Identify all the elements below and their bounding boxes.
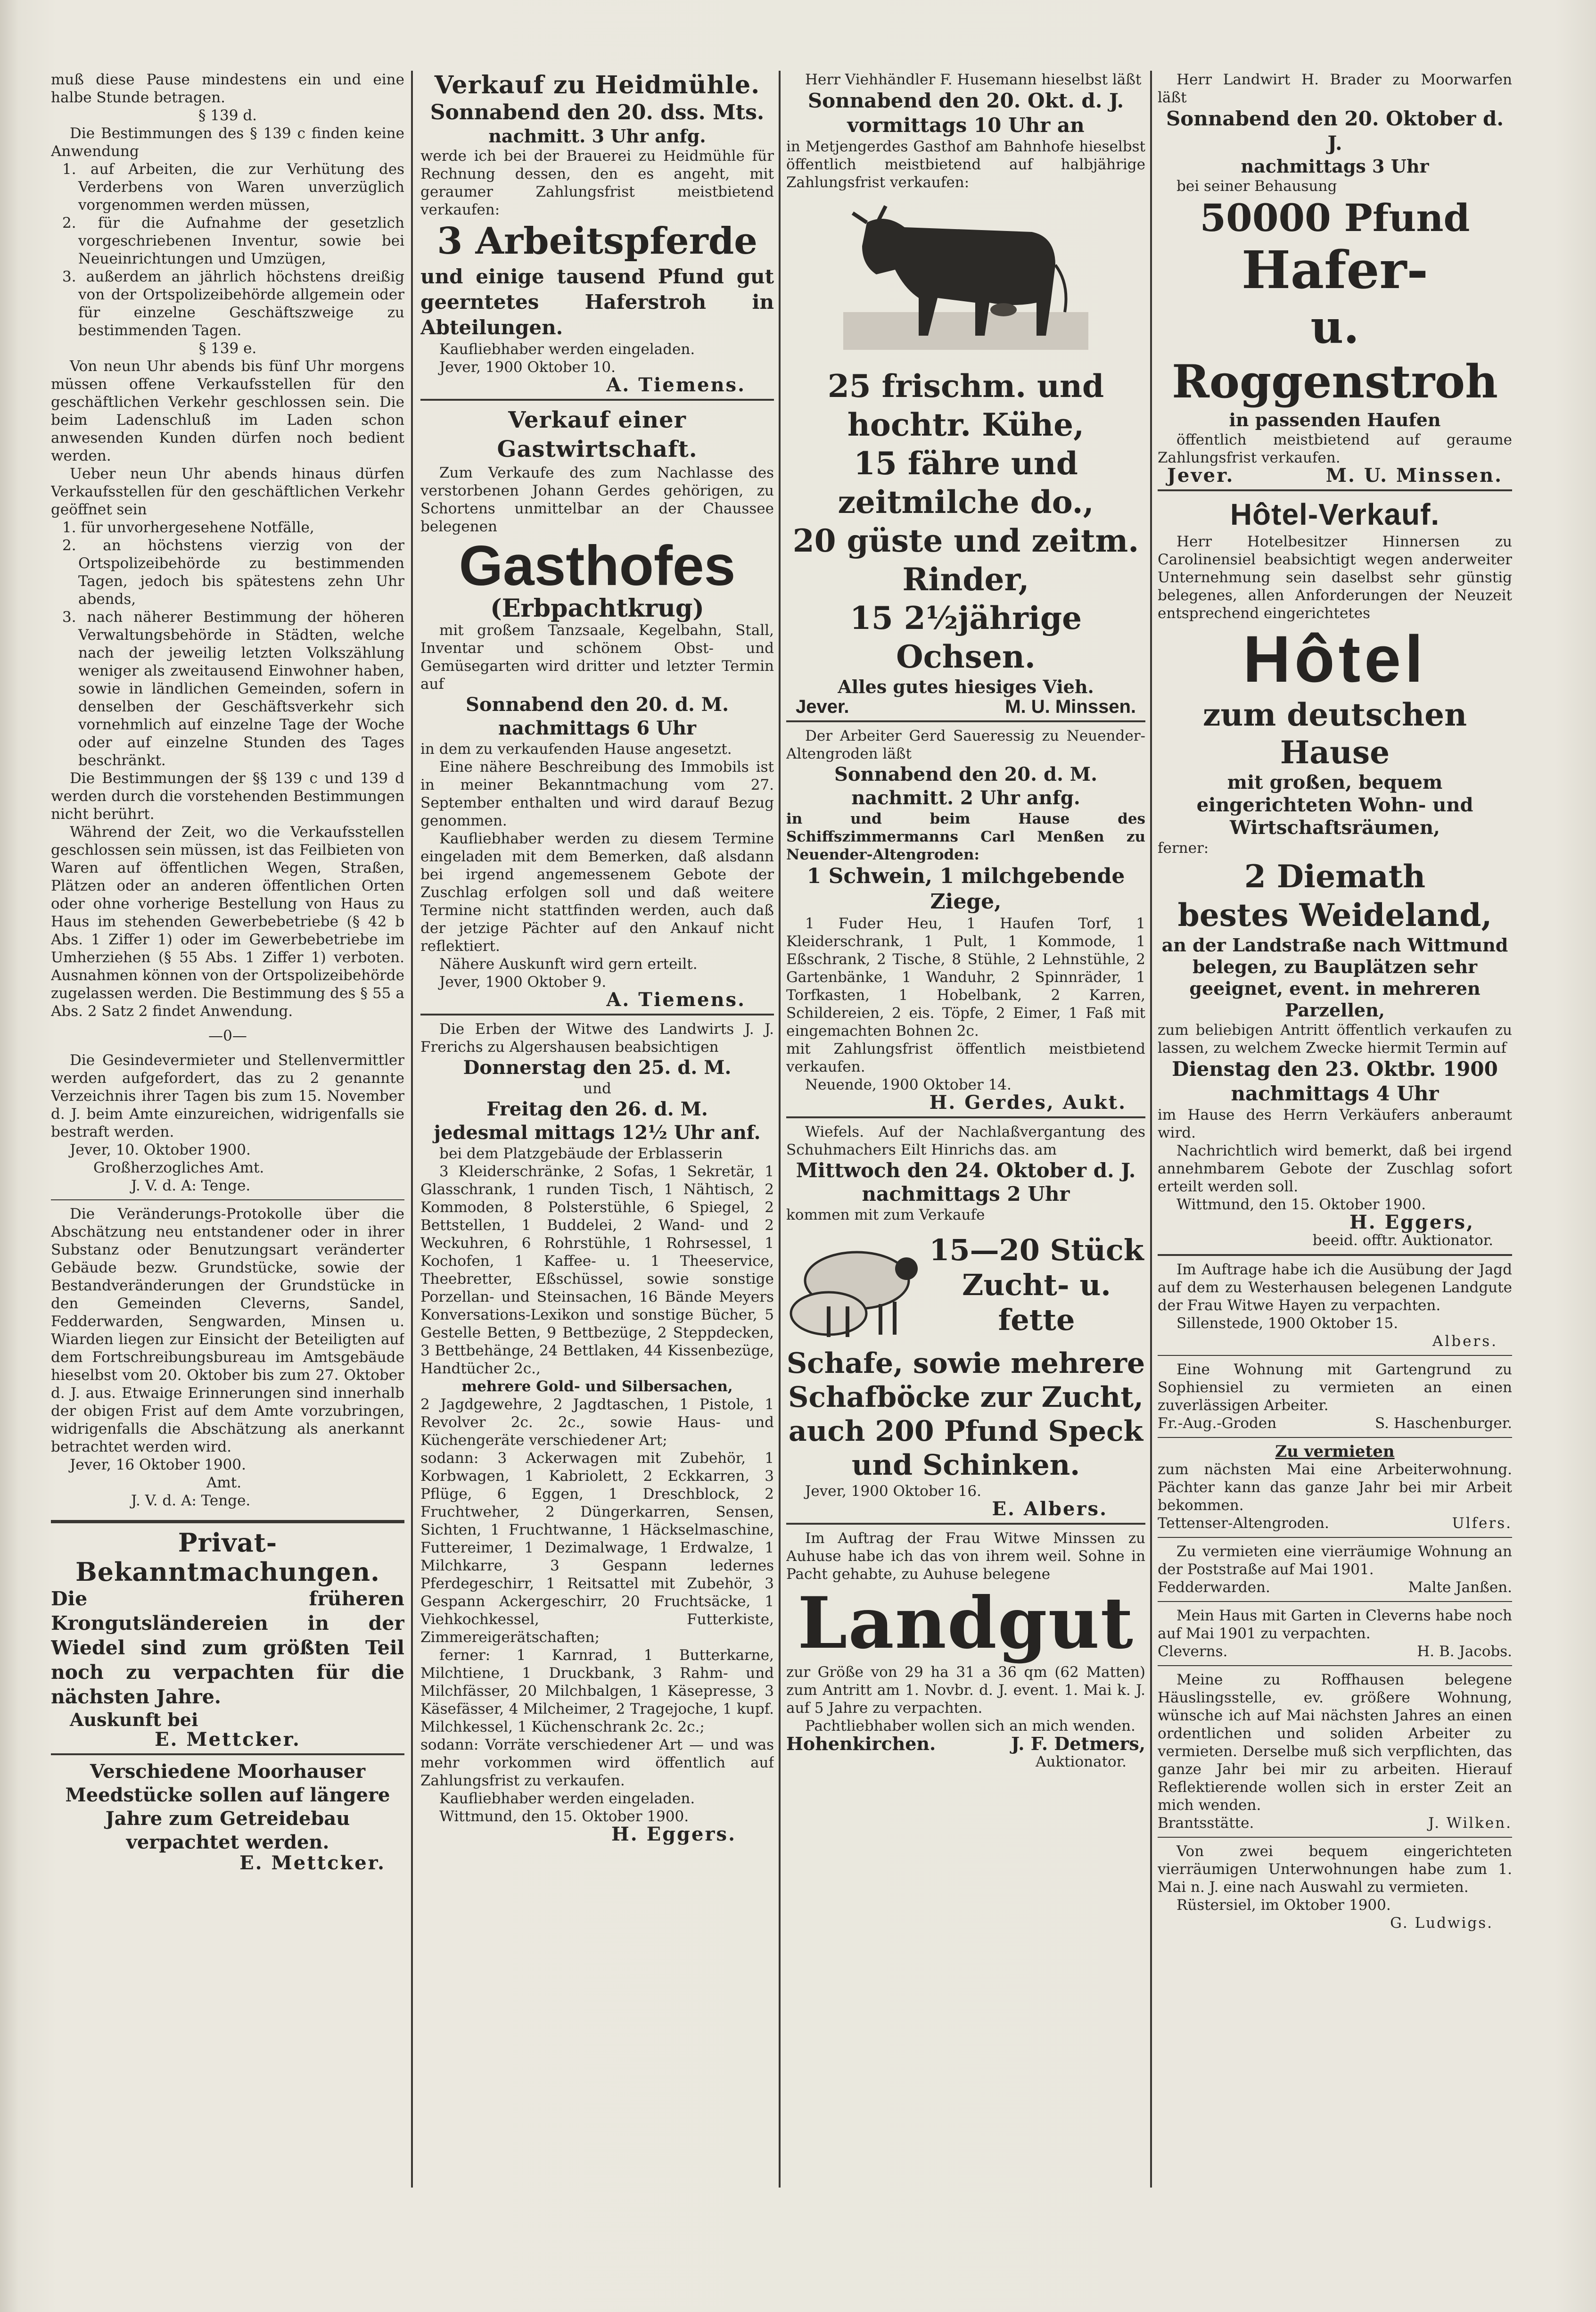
item-list: sodann: 3 Ackerwagen mit Zubehör, 1 Korbwagen, 1 Kabriolett, 2 Eckkarren, 3 Pflüge, 6 Eggen, 1 Dreschblock, 2 Fruchtweher, 2 Düngerkarren, Sensen, Sichten, 1 Fruchtwanne, 1 Häckselmaschine, Futtereimer, 1 Dezimalwage, 1 Erdwalze, 1 Milchkarre, 3 Gespann ledernes Pferdegeschirr, 1 Reitsattel mit Zubehör, 3 Gespann Ackergeschirr, 20 Fruchtsäcke, 1 Viehkochkessel, Futterkiste, Zimmereigerätschaften; xyxy=(420,1450,774,1646)
sheep-block xyxy=(786,1224,1145,1346)
place-name: Fedderwarden. xyxy=(1158,1579,1270,1596)
paragraph: Während der Zeit, wo die Verkaufsstellen geschlossen sein müssen, ist das Feilbieten von Waren auf öffentlichen Wegen, Straßen, Plätzen oder an anderen öffentlichen Orten oder ohne vorherige Bestellung von Haus zu Haus im stehenden Gewerbebetriebe (§ 42 b Abs. 1 Ziffer 1) oder im Gewerbebetriebe im Umherziehen (§ 55 Abs. 1 Ziffer 1) verboten. Ausnahmen können von der Ortspolizeibehörde zugelassen werden. Die Bestimmung des § 55 a Abs. 2 Satz 2 findet Anwendung. xyxy=(51,824,404,1020)
advert-headline: zum deutschen Hause xyxy=(1202,696,1467,771)
paragraph: Ueber neun Uhr abends hinaus dürfen Verkaufsstellen für den geschäftlichen Verkehr geöffnet sein xyxy=(51,465,404,518)
advert-headline: auch 200 Pfund Speck und Schinken. xyxy=(788,1415,1144,1482)
column-real-estate xyxy=(1158,71,1512,2192)
advertiser-name: J. F. Detmers, xyxy=(1011,1733,1145,1754)
paragraph: Kaufliebhaber werden eingeladen. xyxy=(439,341,695,358)
advert-headline: bestes Weideland, xyxy=(1177,897,1492,933)
paragraph: Von neun Uhr abends bis fünf Uhr morgens müssen offene Verkaufsstellen für den geschäftlichen Verkehr geschlossen sein. Die beim Ladenschluß im Laden schon anwesenden Kunden dürfen noch bedient werden. xyxy=(51,358,404,464)
signature-row xyxy=(1158,1643,1512,1660)
signature-row xyxy=(1158,1814,1512,1832)
signature-row xyxy=(1158,1514,1512,1532)
divider xyxy=(51,1199,404,1200)
divider xyxy=(1158,1254,1512,1256)
advert-text: Auskunft bei xyxy=(70,1709,198,1730)
paragraph: Wiefels. Auf der Nachlaßvergantung des Schuhmachers Eilt Hinrichs das. am xyxy=(786,1123,1145,1158)
list-item: 3. außerdem an jährlich höchstens dreißig von der Ortspolizeibehörde allgemein oder für einzelne Geschäftszweige zu bestimmenden Tagen. xyxy=(62,268,404,339)
auction-time: nachmittags 4 Uhr xyxy=(1231,1082,1439,1105)
advert-headline: 2 Diemath xyxy=(1244,858,1426,895)
paragraph: öffentlich meistbietend auf geraume Zahlungsfrist verkaufen. xyxy=(1158,431,1512,466)
list-item: 2. für die Aufnahme der gesetzlich vorgeschriebenen Inventur, sowie bei Neueinrichtungen und Umzügen, xyxy=(62,215,404,267)
advert-headline: 50000 Pfund xyxy=(1200,196,1470,240)
advert-subheadline: in passenden Haufen xyxy=(1229,409,1441,430)
dateline: Wittmund, den 15. Oktober 1900. xyxy=(1176,1196,1426,1213)
divider xyxy=(1158,489,1512,491)
advert-headline: 3 Arbeitspferde xyxy=(437,220,757,263)
dateline: Wittmund, den 15. Oktober 1900. xyxy=(439,1808,689,1825)
paragraph: Von zwei bequem eingerichteten vierräumigen Unterwohnungen habe zum 1. Mai n. J. eine nach Auswahl zu vermieten. xyxy=(1158,1843,1512,1896)
auction-date: Sonnabend den 20. dss. Mts. xyxy=(430,100,765,124)
item-list: ferner: 1 Karnrad, 1 Butterkarne, Milchtiene, 1 Druckbank, 3 Rahm- und Milchfässer, 20 Milchbalgen, 1 Käsepresse, 3 Käsefässer, 4 Milcheimer, 2 Tragejoche, 1 kupf. Milchkessel, 1 Küchenschrank 2c. 2c.; xyxy=(420,1647,774,1735)
paragraph: Eine Wohnung mit Gartengrund zu Sophiensiel zu vermieten an einen zuverlässigen Arbeiter. xyxy=(1158,1361,1512,1414)
column-livestock xyxy=(786,71,1145,2192)
paragraph: Kaufliebhaber werden eingeladen. xyxy=(439,1790,695,1807)
auction-date: Sonnabend den 20. Okt. d. J. xyxy=(807,89,1124,112)
paragraph: sodann: Vorräte verschiedener Art — und was mehr vorkommen wird öffentlich auf Zahlungsfrist zu verkaufen. xyxy=(420,1736,774,1789)
divider xyxy=(420,1014,774,1016)
authority: Großherzogliches Amt. xyxy=(93,1159,264,1176)
auction-date: Sonnabend den 20. d. M. xyxy=(834,763,1097,785)
dateline: Jever, 10. Oktober 1900. xyxy=(70,1141,251,1158)
advertiser-name: S. Haschenburger. xyxy=(1375,1415,1512,1432)
paragraph: mit Zahlungsfrist öffentlich meistbietend verkaufen. xyxy=(786,1040,1145,1075)
divider xyxy=(1158,1355,1512,1356)
advertiser-name: Malte Janßen. xyxy=(1408,1579,1512,1596)
paragraph: Die Veränderungs-Protokolle über die Abschätzung neu entstandener oder in ihrer Substanz oder Benutzungsart veränderter Gebäude bezw. Grundstücke, sowie der Bestandveränderungen der Grundstücke in den Gemeinden Cleverns, Sandel, Fedderwarden, Sengwarden, Minsen u. Wiarden liegen zur Einsicht der Beteiligten auf dem Fortschreibungsbureau im Amtsgebäude hieselbst vom 20. Oktober bis zum 27. Oktober d. J. aus. Etwaige Erinnerungen sind innerhalb der obigen Frist auf dem Amte vorzubringen, widrigenfalls die Abschätzung als anerkannt betrachtet werden wird. xyxy=(51,1206,404,1455)
advert-heading: Zu vermieten xyxy=(1275,1442,1395,1461)
divider xyxy=(1158,1601,1512,1602)
advert-headline: 20 güste und zeitm. Rinder, xyxy=(792,522,1139,598)
place-name: Fr.-Aug.-Groden xyxy=(1158,1415,1277,1432)
paragraph: mit großem Tanzsaale, Kegelbahn, Stall, Inventar und schönem Obst- und Gemüsegarten wird dritter und letzter Termin auf xyxy=(420,622,774,693)
paragraph: Eine nähere Beschreibung des Immobils ist in meiner Bekanntmachung vom 27. September enthalten und wird darauf Bezug genommen. xyxy=(420,759,774,829)
advertiser-name: G. Ludwigs. xyxy=(1390,1915,1493,1932)
auction-time: vormittags 10 Uhr an xyxy=(847,114,1085,137)
auction-date: Mittwoch den 24. Oktober d. J. xyxy=(796,1159,1136,1182)
paragraph: zur Größe von 29 ha 31 a 36 qm (62 Matten) zum Antritt am 1. Novbr. d. J. event. 1. Mai k. J. auf 5 Jahre zu verpachten. xyxy=(786,1664,1145,1717)
paragraph: zum beliebigen Antritt öffentlich verkaufen zu lassen, zu welchem Zwecke hiermit Termin auf xyxy=(1158,1022,1512,1057)
item-highlight: mehrere Gold- und Silbersachen, xyxy=(461,1378,733,1395)
divider xyxy=(1158,1537,1512,1538)
list-item: 1. auf Arbeiten, die zur Verhütung des Verderbens von Waren unverzüglich vorgenommen werden müssen, xyxy=(62,161,404,214)
divider xyxy=(420,399,774,401)
column-rule xyxy=(779,71,781,2188)
signature-row xyxy=(1158,464,1512,487)
divider xyxy=(1158,1665,1512,1666)
paragraph: im Hause des Herrn Verkäufers anberaumt wird. xyxy=(1158,1106,1512,1141)
separator: —0— xyxy=(208,1027,247,1044)
advert-heading: Hôtel-Verkauf. xyxy=(1230,497,1440,531)
advertiser-name: H. Eggers. xyxy=(611,1823,736,1845)
item-list: 3 Kleiderschränke, 2 Sofas, 1 Sekretär, 1 Glasschrank, 1 runden Tisch, 1 Nähtisch, 2 Kommoden, 8 Polsterstühle, 6 Spiegel, 2 Bettstellen, 1 Buddelei, 2 Wand- und 2 Weckuhren, 6 Rohrstühle, 1 Rohrsessel, 1 Kochofen, 1 Kaffee- u. 1 Theeservice, Theebretter, Eßschüssel, sowie sonstige Porzellan- und Steinsachen, 16 Bände Meyers Konversations-Lexikon und sonstige Bücher, 5 Gestelle Betten, 9 Bettbezüge, 2 Steppdecken, 3 Bettbehänge, 24 Bettlaken, 44 Kissenbezüge, Handtücher 2c., xyxy=(420,1163,774,1377)
dateline: Sillenstede, 1900 Oktober 15. xyxy=(1176,1315,1399,1332)
advert-text: Die früheren Krongutsländereien in der Wiedel sind zum größten Teil noch zu verpachten für die nächsten Jahre. xyxy=(51,1587,404,1708)
paragraph: kommen mit zum Verkaufe xyxy=(786,1206,985,1223)
advert-subheadline: mit großen, bequem eingerichteten Wohn- und Wirtschaftsräumen, xyxy=(1196,771,1473,839)
advertiser-name: E. Albers. xyxy=(992,1498,1108,1520)
paragraph: Zum Verkaufe des zum Nachlasse des verstorbenen Johann Gerdes gehörigen, zu Schortens unmittelbar an der Chaussee belegenen xyxy=(420,464,774,535)
advert-headline: 15 fähre und zeitmilche do., xyxy=(838,445,1094,520)
paragraph: Kaufliebhaber werden zu diesem Termine eingeladen mit dem Bemerken, daß alsdann bei irgend angemessenem Gebote der Zuschlag erfolgen soll und daß weitere Termine nicht stattfinden werden, auch daß der jetzige Pächter auf den Ankauf nicht reflektiert. xyxy=(420,830,774,955)
advert-headline: Landgut xyxy=(798,1582,1134,1665)
advert-headline: 15 2½jährige Ochsen. xyxy=(849,600,1082,675)
list-item: 1. für unvorhergesehene Notfälle, xyxy=(62,519,314,536)
advert-heading: Verkauf zu Heidmühle. xyxy=(434,71,760,99)
paragraph: Nachrichtlich wird bemerkt, daß bei irgend annehmbarem Gebote der Zuschlag sofort erteilt werden soll. xyxy=(1158,1142,1512,1195)
auction-date: Dienstag den 23. Oktbr. 1900 xyxy=(1172,1057,1498,1081)
advert-heading: Verkauf einer Gastwirtschaft. xyxy=(497,407,698,462)
advert-headline: Gasthofes xyxy=(459,534,736,597)
conjunction: und xyxy=(583,1080,611,1097)
signature-row xyxy=(786,1735,1145,1753)
paragraph: bei dem Platzgebäude der Erblasserin xyxy=(439,1145,723,1162)
paragraph: Nähere Auskunft wird gern erteilt. xyxy=(439,956,698,973)
divider xyxy=(786,1116,1145,1118)
column-official-notices xyxy=(51,71,404,2192)
section-number: § 139 e. xyxy=(198,340,257,357)
advert-text: Verschiedene Moorhauser Meedstücke sollen auf längere Jahre zum Getreidebau verpachtet werden. xyxy=(65,1760,390,1853)
advertiser-name: M. U. Minssen. xyxy=(1005,696,1136,717)
advertiser-title: Auktionator. xyxy=(1035,1753,1127,1770)
advertiser-name: Albers. xyxy=(1432,1333,1498,1350)
authority: Amt. xyxy=(206,1474,242,1491)
auction-time: nachmittags 6 Uhr xyxy=(498,717,697,739)
place-name: Brantsstätte. xyxy=(1158,1815,1254,1832)
advert-headline: 25 frischm. und hochtr. Kühe, xyxy=(827,368,1104,443)
paragraph: Die Gesindevermieter und Stellenvermittler werden aufgefordert, das zu 2 genannte Verzeichnis ihrer Tagen bis zum 15. November d. J. beim Amte einzureichen, widrigenfalls sie bestraft werden. xyxy=(51,1052,404,1140)
paragraph: Die Bestimmungen des § 139 c finden keine Anwendung xyxy=(51,125,404,160)
advert-headline: 15—20 Stück Zucht- u. fette xyxy=(929,1233,1144,1337)
dateline: Jever, 16 Oktober 1900. xyxy=(70,1456,246,1473)
auction-date: Freitag den 26. d. M. xyxy=(486,1098,708,1120)
list-item: 3. nach näherer Bestimmung der höheren Verwaltungsbehörde in Städten, welche nach der jeweilig letzten Volkszählung weniger als zweitausend Einwohner haben, sowie in ländlichen Gemeinden, sofern in denselben der Geschäftsverkehr sich vornehmlich auf einzelne Tage der Woche oder auf einzelne Stunden des Tages beschränkt. xyxy=(62,609,404,769)
list-item: 2. an höchstens vierzig von der Ortspolizeibehörde zu bestimmenden Tagen, jedoch bis spätestens zehn Uhr abends, xyxy=(62,537,404,608)
column-rule xyxy=(411,71,413,2188)
paragraph: Meine zu Roffhausen belegene Häuslingsstelle, ev. größere Wohnung, wünsche ich auf Mai nächsten Jahres an einen ordentlichen und soliden Arbeiter zu vermieten. Derselbe muß sich verpflichten, das ganze Jahr bei mir zu arbeiten. Hierauf Reflektierende wollen sich in erster Zeit an mich wenden. xyxy=(1158,1671,1512,1814)
section-heading: Privat-Bekanntmachungen. xyxy=(75,1528,380,1587)
advertiser-name: M. U. Minssen. xyxy=(1325,464,1503,487)
advertiser-name: Ulfers. xyxy=(1452,1515,1512,1532)
item-list: 2 Jagdgewehre, 2 Jagdtaschen, 1 Pistole, 1 Revolver 2c. 2c., sowie Haus- und Küchengeräte verschiedener Art; xyxy=(420,1396,774,1449)
advert-subheadline: 1 Schwein, 1 milchgebende Ziege, xyxy=(806,864,1125,914)
advert-subheadline: an der Landstraße nach Wittmund belegen, zu Bauplätzen sehr geeignet, event. in mehreren Parzellen, xyxy=(1161,934,1508,1021)
auction-time: nachmitt. 2 Uhr anfg. xyxy=(851,787,1080,809)
auction-time: nachmitt. 3 Uhr anfg. xyxy=(488,125,706,147)
paragraph: Im Auftrag der Frau Witwe Minssen zu Auhuse habe ich das von ihrem weil. Sohne in Pacht gehabte, zu Auhuse belegene xyxy=(786,1530,1145,1583)
auction-time: nachmittags 2 Uhr xyxy=(862,1182,1070,1206)
advertiser-name: E. Mettcker. xyxy=(155,1728,301,1751)
advertiser-name: H. B. Jacobs. xyxy=(1417,1643,1512,1660)
column-rule xyxy=(1150,71,1152,2188)
signature-row xyxy=(786,698,1145,716)
advertiser-name: J. Wilken. xyxy=(1428,1815,1512,1832)
auction-date: Donnerstag den 25. d. M. xyxy=(463,1057,732,1079)
divider xyxy=(51,1753,404,1755)
place-name: Tettenser-Altengroden. xyxy=(1158,1515,1329,1532)
paragraph: Die Erben der Witwe des Landwirts J. J. Frerichs zu Algershausen beabsichtigen xyxy=(420,1021,774,1056)
place-name: Cleverns. xyxy=(1158,1643,1228,1660)
sheep-illustration-icon xyxy=(786,1224,928,1346)
divider xyxy=(786,1523,1145,1525)
advertiser-name: A. Tiemens. xyxy=(606,989,746,1011)
advertiser-name: H. Gerdes, Aukt. xyxy=(929,1091,1127,1114)
paragraph: ferner: xyxy=(1158,840,1209,857)
paragraph: Mein Haus mit Garten in Cleverns habe noch auf Mai 1901 zu verpachten. xyxy=(1158,1607,1512,1642)
paragraph: Pachtliebhaber wollen sich an mich wenden. xyxy=(805,1717,1135,1734)
cow-illustration-icon xyxy=(834,194,1098,364)
paragraph: in und beim Hause des Schiffszimmermanns Carl Menßen zu Neuender-Altengroden: xyxy=(786,810,1145,863)
item-list: 1 Fuder Heu, 1 Haufen Torf, 1 Kleiderschrank, 1 Pult, 1 Kommode, 1 Eßschrank, 2 Tische, 8 Stühle, 2 Lehnstühle, 2 Gartenbänke, 1 Wanduhr, 2 Spinnräder, 1 Torfkasten, 1 Hobelbank, 2 Karren, Schildereien, 2 eis. Töpfe, 2 Eimer, 1 Faß mit eingemachten Bohnen 2c. xyxy=(786,915,1145,1040)
signature-row xyxy=(1158,1578,1512,1596)
signature: J. V. d. A: Tenge. xyxy=(131,1492,251,1509)
dateline: Neuende, 1900 Oktober 14. xyxy=(805,1076,1012,1093)
advert-text: und einige tausend Pfund gut geerntetes Haferstroh in Abteilungen. xyxy=(420,265,774,339)
auction-time: nachmittags 3 Uhr xyxy=(1241,156,1429,177)
section-number: § 139 d. xyxy=(198,107,257,124)
dateline: Jever, 1900 Oktober 10. xyxy=(439,359,616,376)
paragraph: Im Auftrage habe ich die Ausübung der Jagd auf dem zu Westerhausen belegenen Landgute der Frau Witwe Hayen zu verpachten. xyxy=(1158,1261,1512,1314)
advert-headline: Schafe, sowie mehrere Schafböcke zur Zucht, xyxy=(786,1347,1145,1414)
paragraph: Herr Viehhändler F. Husemann hieselbst läßt xyxy=(805,71,1142,88)
paragraph: Herr Hotelbesitzer Hinnersen zu Carolinensiel beabsichtigt wegen anderweiter Unternehmung sein daselbst sehr günstig belegenes, allen Anforderungen der Neuzeit entsprechend eingerichtetes xyxy=(1158,533,1512,622)
divider xyxy=(1158,1837,1512,1838)
paragraph: bei seiner Behausung xyxy=(1176,178,1337,195)
signature-row xyxy=(1158,1414,1512,1432)
advertiser-name: E. Mettcker. xyxy=(239,1852,386,1874)
advert-subheadline: (Erbpachtkrug) xyxy=(490,594,704,623)
advert-headline: u. Roggenstroh xyxy=(1172,300,1498,408)
paragraph: muß diese Pause mindestens ein und eine halbe Stunde betragen. xyxy=(51,71,404,106)
advertiser-name: A. Tiemens. xyxy=(606,374,746,396)
divider xyxy=(786,720,1145,722)
auction-date: Sonnabend den 20. d. M. xyxy=(465,694,729,716)
auction-time: jedesmal mittags 12½ Uhr anf. xyxy=(434,1122,761,1144)
advert-text: Alles gutes hiesiges Vieh. xyxy=(838,676,1094,697)
paragraph: in Metjengerdes Gasthof am Bahnhofe hieselbst öffentlich meistbietend auf halbjährige Zahlungsfrist verkaufen: xyxy=(786,138,1145,191)
dateline: Rüstersiel, im Oktober 1900. xyxy=(1176,1897,1391,1914)
column-auctions xyxy=(420,71,774,2192)
place-name: Jever. xyxy=(1167,464,1234,487)
signature: J. V. d. A: Tenge. xyxy=(131,1177,251,1194)
divider xyxy=(51,1520,404,1523)
paragraph: Die Bestimmungen der §§ 139 c und 139 d werden durch die vorstehenden Bestimmungen nicht berührt. xyxy=(51,770,404,823)
auction-date: Sonnabend den 20. Oktober d. J. xyxy=(1166,107,1504,155)
place-name: Jever. xyxy=(796,696,849,717)
dateline: Jever, 1900 Oktober 16. xyxy=(805,1483,981,1500)
paragraph: Herr Landwirt H. Brader zu Moorwarfen läßt xyxy=(1158,71,1512,106)
advert-headline: Hafer- xyxy=(1241,239,1429,300)
dateline: Jever, 1900 Oktober 9. xyxy=(439,974,607,991)
paragraph: Der Arbeiter Gerd Saueressig zu Neuender-Altengroden läßt xyxy=(786,727,1145,762)
paragraph: Zu vermieten eine vierräumige Wohnung an der Poststraße auf Mai 1901. xyxy=(1158,1543,1512,1578)
place-name: Hohenkirchen. xyxy=(786,1733,936,1754)
paragraph: zum nächsten Mai eine Arbeiterwohnung. Pächter kann das ganze Jahr bei mir Arbeit bekommen. xyxy=(1158,1461,1512,1514)
advert-headline: Hôtel xyxy=(1243,622,1427,696)
paragraph: werde ich bei der Brauerei zu Heidmühle für Rechnung dessen, den es angeht, mit geraumer Zahlungsfrist meistbietend verkaufen: xyxy=(420,148,774,218)
divider xyxy=(1158,1437,1512,1438)
paragraph: in dem zu verkaufenden Hause angesetzt. xyxy=(420,741,732,758)
advertiser-name: H. Eggers, xyxy=(1349,1211,1474,1233)
advertiser-title: beeid. offtr. Auktionator. xyxy=(1312,1232,1493,1249)
